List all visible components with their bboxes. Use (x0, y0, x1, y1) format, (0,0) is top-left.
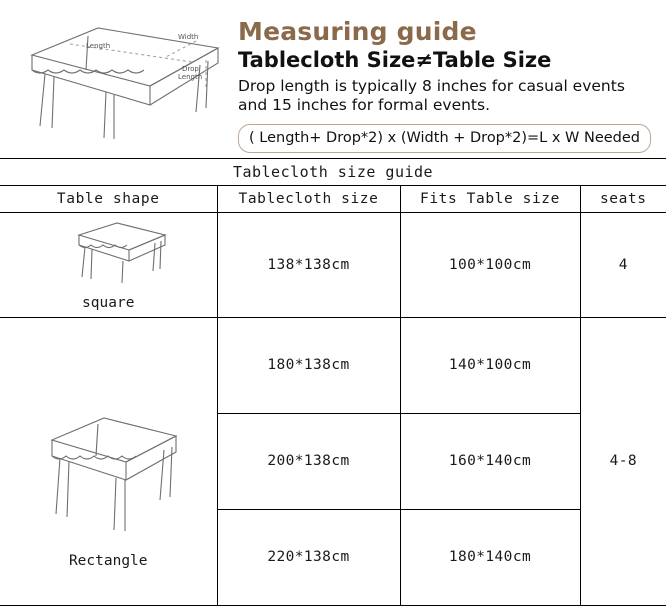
shape-label-rectangle: Rectangle (68, 552, 148, 569)
table-title-row (0, 159, 666, 185)
cell-tablecloth-size: 200*138cm (217, 413, 400, 509)
table-row (0, 212, 666, 317)
measuring-guide-header (0, 0, 666, 158)
guide-text-block (232, 8, 656, 158)
cell-seats: 4-8 (580, 317, 666, 605)
cell-fits-table-size: 180*140cm (400, 509, 580, 605)
cell-tablecloth-size: 138*138cm (217, 212, 400, 317)
square-table-icon (33, 217, 183, 289)
table-header-row (0, 185, 666, 212)
page-title: Measuring guide (238, 17, 477, 46)
cell-fits-table-size: 100*100cm (400, 212, 580, 317)
table-measurement-diagram (10, 8, 232, 158)
shape-cell-square (0, 212, 217, 317)
cell-seats: 4 (580, 212, 666, 317)
diagram-label-length: Length (86, 42, 111, 50)
diagram-label-drop-length: Length (178, 73, 203, 81)
tablecloth-size-guide-table (0, 158, 666, 606)
shape-cell-rectangle (0, 317, 217, 605)
cell-tablecloth-size: 180*138cm (217, 317, 400, 413)
diagram-label-drop: Drop (182, 65, 199, 73)
table-row (0, 317, 666, 413)
column-header-tablecloth-size: Tablecloth size (217, 185, 400, 212)
diagram-label-width: Width (178, 33, 199, 41)
cell-fits-table-size: 160*140cm (400, 413, 580, 509)
subtitle: Tablecloth Size≠Table Size (238, 47, 552, 72)
shape-label-square: square (82, 294, 135, 311)
cell-fits-table-size: 140*100cm (400, 317, 580, 413)
column-header-table-shape: Table shape (0, 185, 217, 212)
column-header-seats: seats (580, 185, 666, 212)
cell-tablecloth-size: 220*138cm (217, 509, 400, 605)
column-header-fits-table-size: Fits Table size (400, 185, 580, 212)
drop-length-description: Drop length is typically 8 inches for casual events and 15 inches for formal events. (238, 76, 625, 115)
table-diagram-icon (10, 8, 232, 158)
table-title: Tablecloth size guide (0, 159, 666, 185)
formula-box: ( Length+ Drop*2) x (Width + Drop*2)=L x W Needed (238, 124, 651, 153)
rectangle-table-icon (18, 352, 198, 547)
